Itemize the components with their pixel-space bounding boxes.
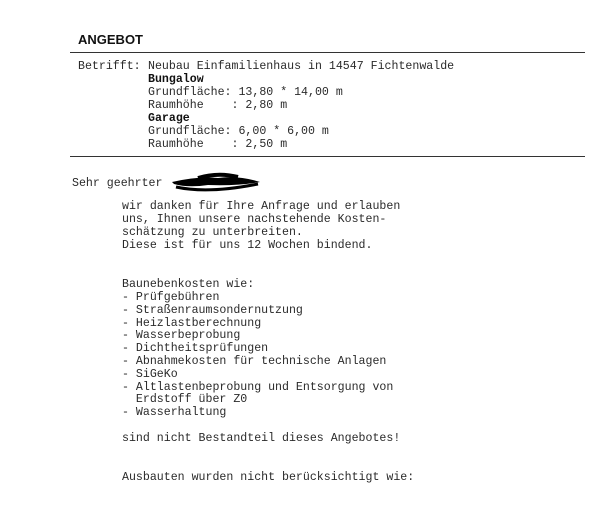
- document-title: ANGEBOT: [78, 32, 143, 47]
- cost-item: - SiGeKo: [122, 367, 178, 381]
- divider-top: [70, 52, 585, 53]
- cost-item: - Wasserbeprobung: [122, 329, 241, 343]
- garage-height: Raumhöhe : 2,50 m: [148, 138, 288, 151]
- intro-line: schätzung zu unterbreiten.: [122, 226, 303, 239]
- cost-item: - Altlastenbeprobung und Entsorgung von: [122, 380, 394, 394]
- extras-heading: Ausbauten wurden nicht berücksichtigt wie:: [122, 471, 415, 484]
- intro-line: wir danken für Ihre Anfrage und erlauben: [122, 200, 401, 213]
- garage-heading: Garage: [148, 112, 190, 125]
- bungalow-height: Raumhöhe : 2,80 m: [148, 99, 288, 112]
- garage-area: Grundfläche: 6,00 * 6,00 m: [148, 125, 329, 138]
- salutation: Sehr geehrter: [72, 177, 163, 190]
- bungalow-heading: Bungalow: [148, 73, 204, 86]
- bungalow-area: Grundfläche: 13,80 * 14,00 m: [148, 86, 343, 99]
- intro-line: uns, Ihnen unsere nachstehende Kosten-: [122, 213, 387, 226]
- cost-item: Erdstoff über Z0: [122, 393, 248, 407]
- costs-note: sind nicht Bestandteil dieses Angebotes!: [122, 432, 401, 445]
- costs-heading: Baunebenkosten wie:: [122, 278, 255, 291]
- cost-item: - Wasserhaltung: [122, 406, 227, 420]
- intro-line: Diese ist für uns 12 Wochen bindend.: [122, 239, 373, 252]
- subject-project: Neubau Einfamilienhaus in 14547 Fichtenwalde: [148, 60, 455, 73]
- cost-item: - Dichtheitsprüfungen: [122, 342, 269, 356]
- redaction-scribble: [168, 172, 268, 194]
- cost-item: - Abnahmekosten für technische Anlagen: [122, 355, 387, 368]
- cost-item: - Prüfgebühren: [122, 291, 220, 304]
- subject-label: Betrifft:: [78, 60, 141, 73]
- cost-item: - Straßenraumsondernutzung: [122, 303, 303, 317]
- cost-item: - Heizlastberechnung: [122, 316, 262, 330]
- divider-bottom: [70, 156, 585, 157]
